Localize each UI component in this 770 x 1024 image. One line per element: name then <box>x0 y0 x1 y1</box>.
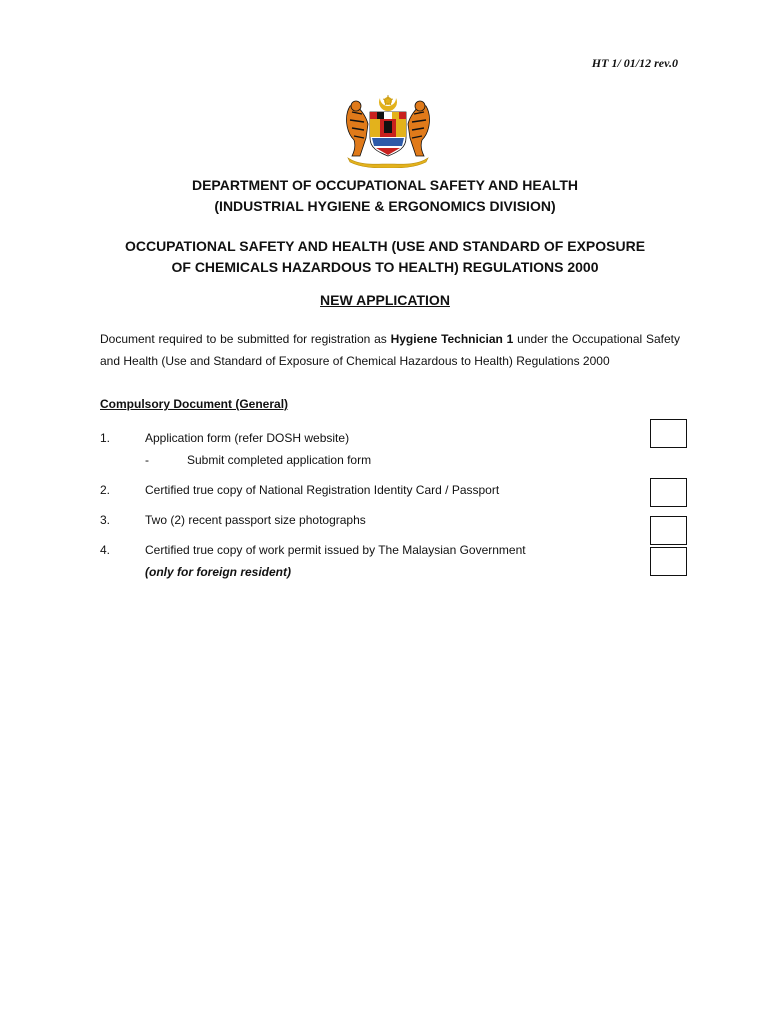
item-text: Certified true copy of National Registration Identity Card / Passport <box>145 483 500 497</box>
intro-text-after: under the Occupational Safety and Health (Use and Standard of Exposure of Chemical Hazardous to Health) Regulations 2000 <box>100 332 680 368</box>
checkbox-item-4[interactable] <box>650 547 687 576</box>
item-note: (only for foreign resident) <box>145 565 292 579</box>
malaysia-coat-of-arms-icon <box>340 94 436 168</box>
item-text: Application form (refer DOSH website) <box>145 431 350 445</box>
item-number: 3. <box>100 513 111 527</box>
department-name: DEPARTMENT OF OCCUPATIONAL SAFETY AND HEALTH <box>191 177 579 193</box>
intro-text-before: Document required to be submitted for registration as <box>100 332 391 346</box>
department-heading <box>0 175 770 217</box>
regulation-line-1: OCCUPATIONAL SAFETY AND HEALTH (USE AND STANDARD OF EXPOSURE <box>124 238 646 254</box>
division-name: (INDUSTRIAL HYGIENE & ERGONOMICS DIVISION) <box>214 198 556 214</box>
section-title: Compulsory Document (General) <box>100 397 289 411</box>
checkbox-item-3[interactable] <box>650 516 687 545</box>
intro-highlight: Hygiene Technician 1 <box>390 332 514 346</box>
item-text: Certified true copy of work permit issued by The Malaysian Government <box>145 543 526 557</box>
form-code: HT 1/ 01/12 rev.0 <box>591 56 678 70</box>
item-text: Two (2) recent passport size photographs <box>145 513 366 527</box>
application-type-heading: NEW APPLICATION <box>320 292 450 308</box>
checkbox-item-2[interactable] <box>650 478 687 507</box>
sub-item-text: Submit completed application form <box>187 453 372 467</box>
checkbox-item-1[interactable] <box>650 419 687 448</box>
item-number: 4. <box>100 543 111 557</box>
item-number: 1. <box>100 431 111 445</box>
item-number: 2. <box>100 483 111 497</box>
sub-item-dash: - <box>145 453 149 467</box>
intro-paragraph <box>100 328 680 372</box>
regulation-heading <box>0 236 770 278</box>
regulation-line-2: OF CHEMICALS HAZARDOUS TO HEALTH) REGULATIONS 2000 <box>171 259 599 275</box>
